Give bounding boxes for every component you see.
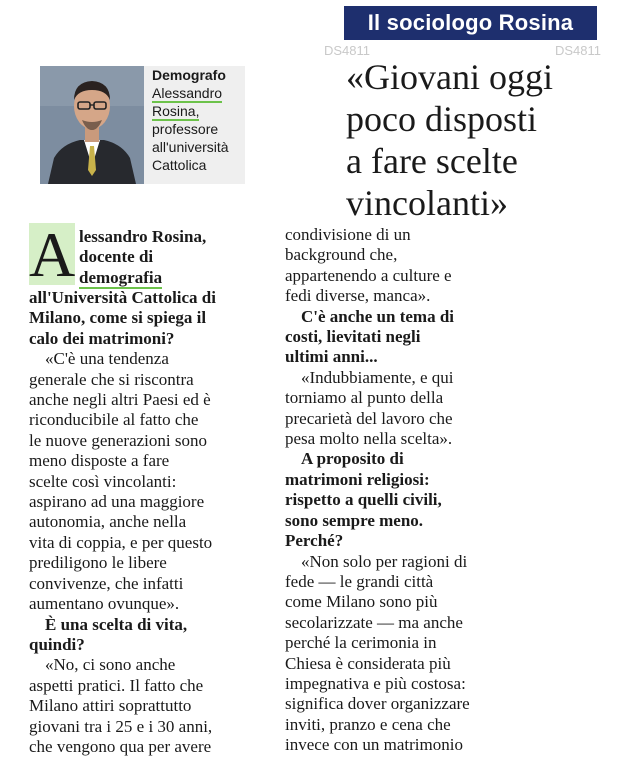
answer-line: «No, ci sono anche: [45, 655, 176, 675]
drop-cap: A: [29, 219, 76, 290]
answer-line: riconducibile al fatto che: [29, 410, 199, 430]
answer-line: scelte così vincolanti:: [29, 471, 177, 491]
answer-line: aspirano ad una maggiore: [29, 492, 205, 512]
answer-line: aspetti pratici. Il fatto che: [29, 675, 204, 695]
answer-line: autonomia, anche nella: [29, 512, 187, 532]
answer-line: meno disposte a fare: [29, 451, 170, 471]
answer-line: perché la cerimonia in: [285, 633, 437, 653]
answer-line: come Milano sono più: [285, 592, 438, 612]
question-line: C'è anche un tema di: [301, 306, 454, 326]
intro-line-2: docente di: [79, 247, 154, 267]
question-line: all'Università Cattolica di: [29, 288, 216, 307]
question-line: Perché?: [285, 531, 344, 551]
question-line: matrimoni religiosi:: [285, 469, 430, 489]
watermark-right: DS4811: [555, 43, 602, 58]
headline-line-4: vincolanti»: [346, 183, 508, 223]
answer-line: fedi diverse, manca».: [285, 286, 431, 306]
answer-line: impegnativa e più costosa:: [285, 673, 466, 693]
answer-line: significa dover organizzare: [285, 694, 470, 714]
portrait-caption: [152, 66, 244, 174]
answer-line: che vengono qua per avere: [29, 736, 212, 756]
question-line: È una scelta di vita,: [45, 614, 188, 634]
caption-line-1: Alessandro: [152, 85, 223, 101]
answer-line: secolarizzate — ma anche: [285, 612, 463, 632]
question-line: ultimi anni...: [285, 347, 378, 367]
question-line: quindi?: [29, 634, 85, 654]
answer-line: prediligono le libere: [29, 553, 167, 573]
caption-line-3: professore: [152, 121, 219, 137]
watermark-left: DS4811: [324, 43, 371, 58]
question-line: A proposito di: [301, 449, 404, 469]
answer-line: anche negli altri Paesi ed è: [29, 390, 211, 410]
intro-line-3: demografia: [79, 267, 163, 287]
answer-line: fede — le grandi città: [285, 571, 434, 591]
section-label: Il sociologo Rosina: [344, 6, 597, 40]
answer-line: «Non solo per ragioni di: [301, 551, 468, 571]
question-line: rispetto a quelli civili,: [285, 490, 442, 510]
question-line: costi, lievitati negli: [285, 327, 421, 347]
caption-role: Demografo: [152, 67, 226, 83]
answer-line: condivisione di un: [285, 225, 411, 244]
intro-block: [29, 219, 279, 290]
answer-line: giovani tra i 25 e i 30 anni,: [29, 716, 213, 736]
person-photo-icon: [40, 66, 144, 184]
headline: [346, 56, 616, 224]
answer-line: invece con un matrimonio: [285, 735, 463, 755]
answer-line: appartenendo a culture e: [285, 265, 452, 285]
headline-line-1: «Giovani oggi: [346, 57, 553, 97]
answer-line: Chiesa è considerata più: [285, 653, 451, 673]
answer-line: generale che si riscontra: [29, 369, 194, 389]
article-column-2: [285, 225, 525, 756]
question-line: sono sempre meno.: [285, 510, 424, 530]
answer-line: precarietà del lavoro che: [285, 408, 453, 428]
answer-line: background che,: [285, 245, 398, 265]
caption-line-4: all'università: [152, 139, 229, 155]
intro-line-1: lessandro Rosina,: [79, 227, 207, 246]
portrait-photo: [40, 66, 144, 184]
answer-line: le nuove generazioni sono: [29, 430, 207, 450]
article-column-1: [29, 219, 279, 757]
headline-line-2: poco disposti: [346, 99, 538, 139]
caption-line-5: Cattolica: [152, 157, 207, 173]
answer-line: «C'è una tendenza: [45, 349, 169, 369]
question-line: calo dei matrimoni?: [29, 328, 175, 348]
portrait-box: [40, 66, 245, 184]
answer-line: inviti, pranzo e cena che: [285, 714, 451, 734]
answer-line: Milano attiri soprattutto: [29, 696, 192, 716]
answer-line: torniamo al punto della: [285, 388, 444, 408]
answer-line: pesa molto nella scelta».: [285, 429, 453, 449]
answer-line: aumentano ovunque».: [29, 594, 180, 614]
question-line: Milano, come si spiega il: [29, 308, 207, 328]
answer-line: convivenze, che infatti: [29, 573, 184, 593]
answer-line: vita di coppia, e per questo: [29, 532, 213, 552]
answer-line: «Indubbiamente, e qui: [301, 367, 454, 387]
headline-line-3: a fare scelte: [346, 141, 518, 181]
caption-line-2: Rosina,: [152, 103, 200, 119]
